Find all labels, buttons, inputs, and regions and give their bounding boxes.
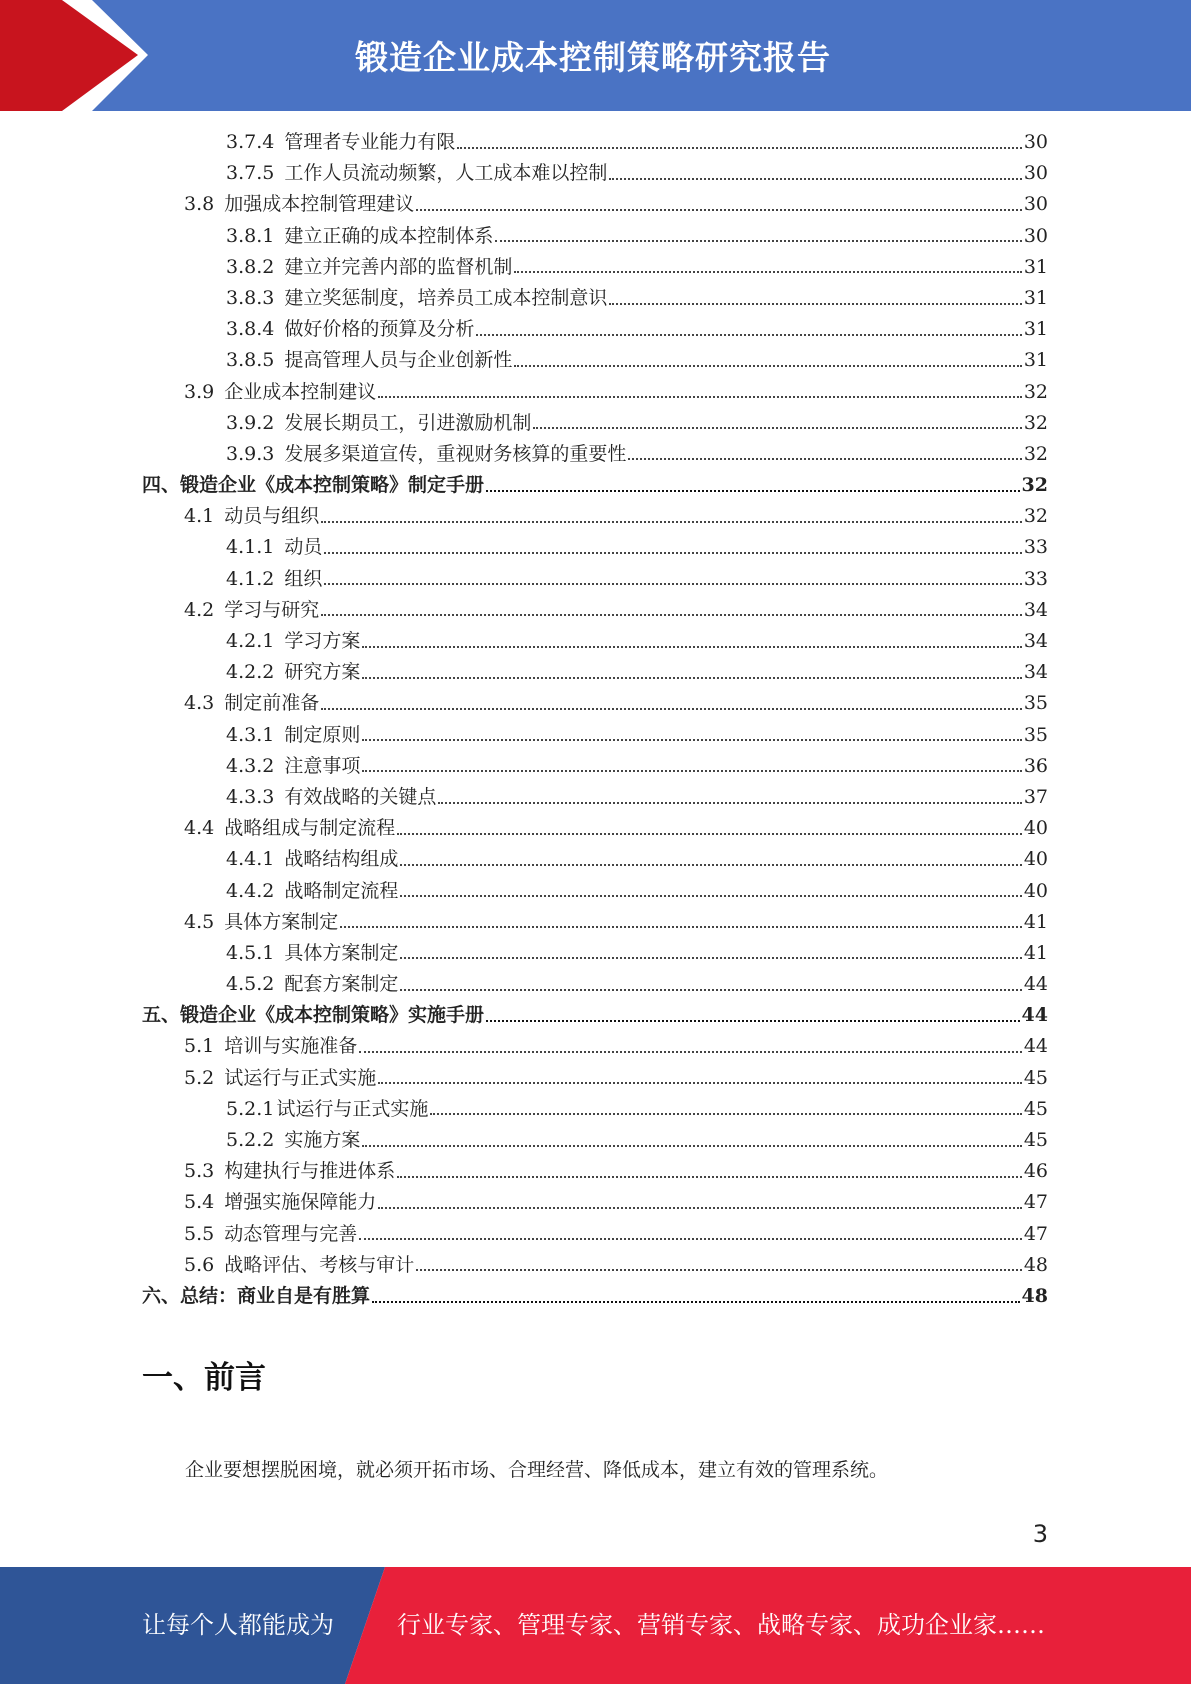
- page-footer: [0, 1567, 1191, 1684]
- toc-dot-leader: [486, 490, 1020, 492]
- toc-entry-page: 40: [1023, 879, 1048, 902]
- toc-entry-title: 战略组成与制定流程: [224, 817, 396, 840]
- toc-entry[interactable]: [142, 844, 1048, 875]
- toc-entry-page: 32: [1021, 474, 1048, 497]
- toc-entry-title: 培训与实施准备: [224, 1035, 358, 1058]
- toc-entry-title: 建立奖惩制度，培养员工成本控制意识: [284, 286, 608, 309]
- toc-entry[interactable]: [142, 595, 1048, 626]
- toc-entry-number: 5.2: [184, 1066, 215, 1089]
- toc-dot-leader: [362, 677, 1021, 679]
- toc-entry-number: 3.8.1: [226, 224, 275, 247]
- toc-entry-title: 发展多渠道宣传，重视财务核算的重要性: [284, 442, 627, 465]
- toc-dot-leader: [372, 1301, 1020, 1303]
- toc-dot-leader: [438, 802, 1021, 804]
- toc-entry-page: 41: [1023, 941, 1048, 964]
- toc-entry-number: 3.8.2: [226, 255, 275, 278]
- toc-entry-title: 建立正确的成本控制体系: [284, 224, 494, 247]
- toc-entry-title: 加强成本控制管理建议: [224, 193, 415, 216]
- toc-entry-page: 30: [1023, 193, 1048, 216]
- toc-entry-title: 发展长期员工，引进激励机制: [284, 411, 532, 434]
- toc-dot-leader: [400, 864, 1021, 866]
- toc-entry-title: 增强实施保障能力: [224, 1191, 377, 1214]
- toc-entry-page: 45: [1023, 1066, 1048, 1089]
- toc-entry[interactable]: [142, 813, 1048, 844]
- toc-entry-number: 4.2: [184, 598, 215, 621]
- toc-dot-leader: [609, 303, 1021, 305]
- toc-entry-number: 4.5.1: [226, 941, 275, 964]
- toc-entry[interactable]: [142, 221, 1048, 252]
- toc-entry[interactable]: [142, 626, 1048, 657]
- toc-entry[interactable]: [142, 688, 1048, 719]
- toc-entry-title: 战略制定流程: [284, 879, 399, 902]
- body-paragraph: 企业要想摆脱困境，就必须开拓市场、合理经营、降低成本，建立有效的管理系统。: [185, 1459, 889, 1481]
- toc-entry-number: 4.1: [184, 505, 215, 528]
- document-title: 锻造企业成本控制策略研究报告: [355, 38, 831, 77]
- toc-entry[interactable]: [142, 720, 1048, 751]
- toc-entry-page: 31: [1023, 318, 1048, 341]
- toc-entry-title: 动员: [284, 536, 323, 559]
- toc-entry-title: 学习与研究: [224, 598, 320, 621]
- toc-dot-leader: [397, 833, 1022, 835]
- toc-entry[interactable]: [142, 1250, 1048, 1281]
- toc-dot-leader: [400, 895, 1021, 897]
- toc-entry-number: 5.2.1: [226, 1097, 275, 1120]
- toc-entry-page: 41: [1023, 910, 1048, 933]
- toc-entry[interactable]: [142, 1000, 1048, 1031]
- toc-entry-page: 40: [1023, 848, 1048, 871]
- toc-dot-leader: [495, 240, 1021, 242]
- toc-entry[interactable]: [142, 158, 1048, 189]
- toc-dot-leader: [416, 209, 1022, 211]
- toc-entry-number: 5.4: [184, 1191, 215, 1214]
- toc-entry[interactable]: [142, 377, 1048, 408]
- toc-entry-number: 4.1.2: [226, 567, 275, 590]
- toc-dot-leader: [609, 178, 1021, 180]
- toc-entry-number: 3.8: [184, 193, 215, 216]
- toc-dot-leader: [397, 1176, 1022, 1178]
- toc-entry-number: 3.8.4: [226, 318, 275, 341]
- toc-entry-number: 5.6: [184, 1253, 215, 1276]
- toc-entry[interactable]: [142, 657, 1048, 688]
- toc-entry[interactable]: [142, 408, 1048, 439]
- toc-entry[interactable]: [142, 938, 1048, 969]
- toc-entry[interactable]: [142, 470, 1048, 501]
- toc-entry-title: 试运行与正式实施: [224, 1066, 377, 1089]
- toc-dot-leader: [362, 770, 1021, 772]
- toc-entry[interactable]: [142, 564, 1048, 595]
- toc-entry-page: 32: [1023, 380, 1048, 403]
- toc-dot-leader: [340, 926, 1022, 928]
- toc-entry-number: 3.8.5: [226, 349, 275, 372]
- toc-dot-leader: [378, 396, 1022, 398]
- toc-entry-title: 做好价格的预算及分析: [284, 318, 475, 341]
- toc-entry-number: 5.5: [184, 1222, 215, 1245]
- footer-slogan-left: 让每个人都能成为: [142, 1611, 334, 1639]
- toc-dot-leader: [321, 521, 1022, 523]
- toc-entry[interactable]: [142, 1094, 1048, 1125]
- toc-entry[interactable]: [142, 252, 1048, 283]
- toc-entry-page: 48: [1023, 1253, 1048, 1276]
- toc-dot-leader: [416, 1269, 1022, 1271]
- toc-entry-title: 构建执行与推进体系: [224, 1160, 396, 1183]
- toc-dot-leader: [457, 147, 1021, 149]
- toc-entry-title: 注意事项: [284, 754, 361, 777]
- toc-entry[interactable]: [142, 1125, 1048, 1156]
- toc-entry[interactable]: [142, 1063, 1048, 1094]
- toc-entry-title: 具体方案制定: [224, 910, 339, 933]
- toc-dot-leader: [486, 1020, 1020, 1022]
- toc-entry[interactable]: [142, 1031, 1048, 1062]
- toc-entry-title: 配套方案制定: [284, 973, 399, 996]
- page-number: 3: [1032, 1520, 1048, 1548]
- toc-entry-title: 六、总结：商业自是有胜算: [142, 1284, 371, 1307]
- toc-dot-leader: [362, 739, 1021, 741]
- toc-entry-title: 有效战略的关键点: [284, 785, 437, 808]
- toc-entry-number: 3.8.3: [226, 286, 275, 309]
- toc-entry-number: 5.3: [184, 1160, 215, 1183]
- toc-entry-title: 管理者专业能力有限: [284, 131, 456, 153]
- toc-entry-page: 44: [1023, 973, 1048, 996]
- toc-dot-leader: [533, 427, 1021, 429]
- toc-entry[interactable]: [142, 439, 1048, 470]
- toc-entry-number: 3.9: [184, 380, 215, 403]
- toc-entry-page: 46: [1023, 1160, 1048, 1183]
- table-of-contents: [142, 127, 1048, 1312]
- footer-slogan-right: 行业专家、管理专家、营销专家、战略专家、成功企业家……: [397, 1611, 1045, 1639]
- toc-entry-number: 3.9.3: [226, 442, 275, 465]
- page-header: [0, 0, 1191, 111]
- toc-dot-leader: [514, 365, 1021, 367]
- toc-entry[interactable]: [142, 189, 1048, 220]
- toc-entry[interactable]: [142, 1281, 1048, 1312]
- toc-entry-page: 35: [1023, 692, 1048, 715]
- toc-entry-number: 4.4: [184, 817, 215, 840]
- toc-entry[interactable]: [142, 532, 1048, 563]
- toc-entry-title: 实施方案: [284, 1129, 361, 1151]
- toc-entry[interactable]: [142, 969, 1048, 1000]
- toc-entry[interactable]: [142, 345, 1048, 376]
- toc-dot-leader: [359, 1051, 1022, 1053]
- toc-entry-page: 30: [1023, 131, 1048, 153]
- toc-entry-page: 32: [1023, 442, 1048, 465]
- toc-entry-number: 4.3.2: [226, 754, 275, 777]
- toc-dot-leader: [514, 271, 1021, 273]
- toc-entry[interactable]: [142, 1187, 1048, 1218]
- toc-entry-number: 4.5: [184, 910, 215, 933]
- toc-entry-page: 32: [1023, 505, 1048, 528]
- toc-entry-title: 企业成本控制建议: [224, 380, 377, 403]
- toc-entry-number: 4.4.1: [226, 848, 275, 871]
- toc-entry-title: 学习方案: [284, 630, 361, 652]
- toc-entry[interactable]: [142, 1156, 1048, 1187]
- toc-entry-title: 试运行与正式实施: [276, 1097, 429, 1120]
- toc-entry-title: 战略结构组成: [284, 848, 399, 871]
- toc-dot-leader: [324, 583, 1021, 585]
- toc-entry-page: 45: [1023, 1129, 1048, 1151]
- toc-entry-number: 4.2.1: [226, 630, 275, 652]
- toc-entry-page: 40: [1023, 817, 1048, 840]
- toc-entry-title: 具体方案制定: [284, 941, 399, 964]
- toc-entry-number: 3.7.5: [226, 162, 275, 185]
- toc-dot-leader: [362, 646, 1021, 648]
- toc-entry-page: 44: [1021, 1004, 1048, 1027]
- toc-entry-page: 31: [1023, 286, 1048, 309]
- toc-entry-number: 5.2.2: [226, 1129, 275, 1151]
- section-heading: 一、前言: [142, 1360, 266, 1396]
- toc-dot-leader: [400, 957, 1021, 959]
- toc-entry-page: 33: [1023, 536, 1048, 559]
- toc-entry-page: 34: [1023, 661, 1048, 684]
- toc-dot-leader: [476, 334, 1021, 336]
- toc-entry-page: 32: [1023, 411, 1048, 434]
- toc-entry[interactable]: [142, 314, 1048, 345]
- toc-entry-page: 34: [1023, 630, 1048, 652]
- toc-entry[interactable]: [142, 876, 1048, 907]
- header-chevron-decoration: [0, 0, 200, 111]
- toc-entry-title: 五、锻造企业《成本控制策略》实施手册: [142, 1004, 485, 1027]
- toc-dot-leader: [378, 1207, 1022, 1209]
- toc-entry[interactable]: [142, 127, 1048, 158]
- toc-dot-leader: [430, 1113, 1021, 1115]
- toc-entry-title: 研究方案: [284, 661, 361, 684]
- toc-entry-page: 48: [1021, 1284, 1048, 1307]
- toc-entry-number: 4.3: [184, 692, 215, 715]
- toc-entry[interactable]: [142, 782, 1048, 813]
- toc-entry[interactable]: [142, 1219, 1048, 1250]
- toc-entry-number: 4.1.1: [226, 536, 275, 559]
- toc-dot-leader: [378, 1082, 1022, 1084]
- toc-entry-number: 4.3.1: [226, 723, 275, 746]
- toc-entry-title: 工作人员流动频繁，人工成本难以控制: [284, 162, 608, 185]
- toc-entry-number: 5.1: [184, 1035, 215, 1058]
- toc-entry-title: 提高管理人员与企业创新性: [284, 349, 513, 372]
- toc-entry-title: 四、锻造企业《成本控制策略》制定手册: [142, 474, 485, 497]
- toc-entry-number: 3.9.2: [226, 411, 275, 434]
- toc-dot-leader: [362, 1145, 1021, 1147]
- toc-entry-page: 30: [1023, 224, 1048, 247]
- toc-dot-leader: [321, 614, 1022, 616]
- toc-dot-leader: [359, 1238, 1022, 1240]
- toc-entry-title: 动态管理与完善: [224, 1222, 358, 1245]
- toc-dot-leader: [628, 458, 1021, 460]
- toc-entry[interactable]: [142, 283, 1048, 314]
- toc-entry-number: 4.4.2: [226, 879, 275, 902]
- toc-entry-title: 制定原则: [284, 723, 361, 746]
- toc-entry-page: 44: [1023, 1035, 1048, 1058]
- toc-entry-title: 动员与组织: [224, 505, 320, 528]
- toc-entry-page: 35: [1023, 723, 1048, 746]
- toc-entry[interactable]: [142, 501, 1048, 532]
- toc-entry-number: 4.5.2: [226, 973, 275, 996]
- toc-dot-leader: [321, 708, 1022, 710]
- toc-entry-page: 47: [1023, 1191, 1048, 1214]
- toc-dot-leader: [324, 552, 1021, 554]
- toc-entry-page: 36: [1023, 754, 1048, 777]
- toc-entry-page: 37: [1023, 785, 1048, 808]
- toc-entry-title: 建立并完善内部的监督机制: [284, 255, 513, 278]
- toc-entry-title: 组织: [284, 567, 323, 590]
- toc-entry-title: 战略评估、考核与审计: [224, 1253, 415, 1276]
- toc-entry-number: 4.2.2: [226, 661, 275, 684]
- toc-entry-page: 33: [1023, 567, 1048, 590]
- toc-entry-page: 34: [1023, 598, 1048, 621]
- toc-entry[interactable]: [142, 907, 1048, 938]
- toc-entry-page: 31: [1023, 349, 1048, 372]
- toc-dot-leader: [400, 989, 1021, 991]
- toc-entry-page: 47: [1023, 1222, 1048, 1245]
- toc-entry[interactable]: [142, 751, 1048, 782]
- toc-entry-title: 制定前准备: [224, 692, 320, 715]
- toc-entry-number: 4.3.3: [226, 785, 275, 808]
- toc-entry-page: 30: [1023, 162, 1048, 185]
- toc-entry-page: 45: [1023, 1097, 1048, 1120]
- toc-entry-number: 3.7.4: [226, 131, 275, 153]
- toc-entry-page: 31: [1023, 255, 1048, 278]
